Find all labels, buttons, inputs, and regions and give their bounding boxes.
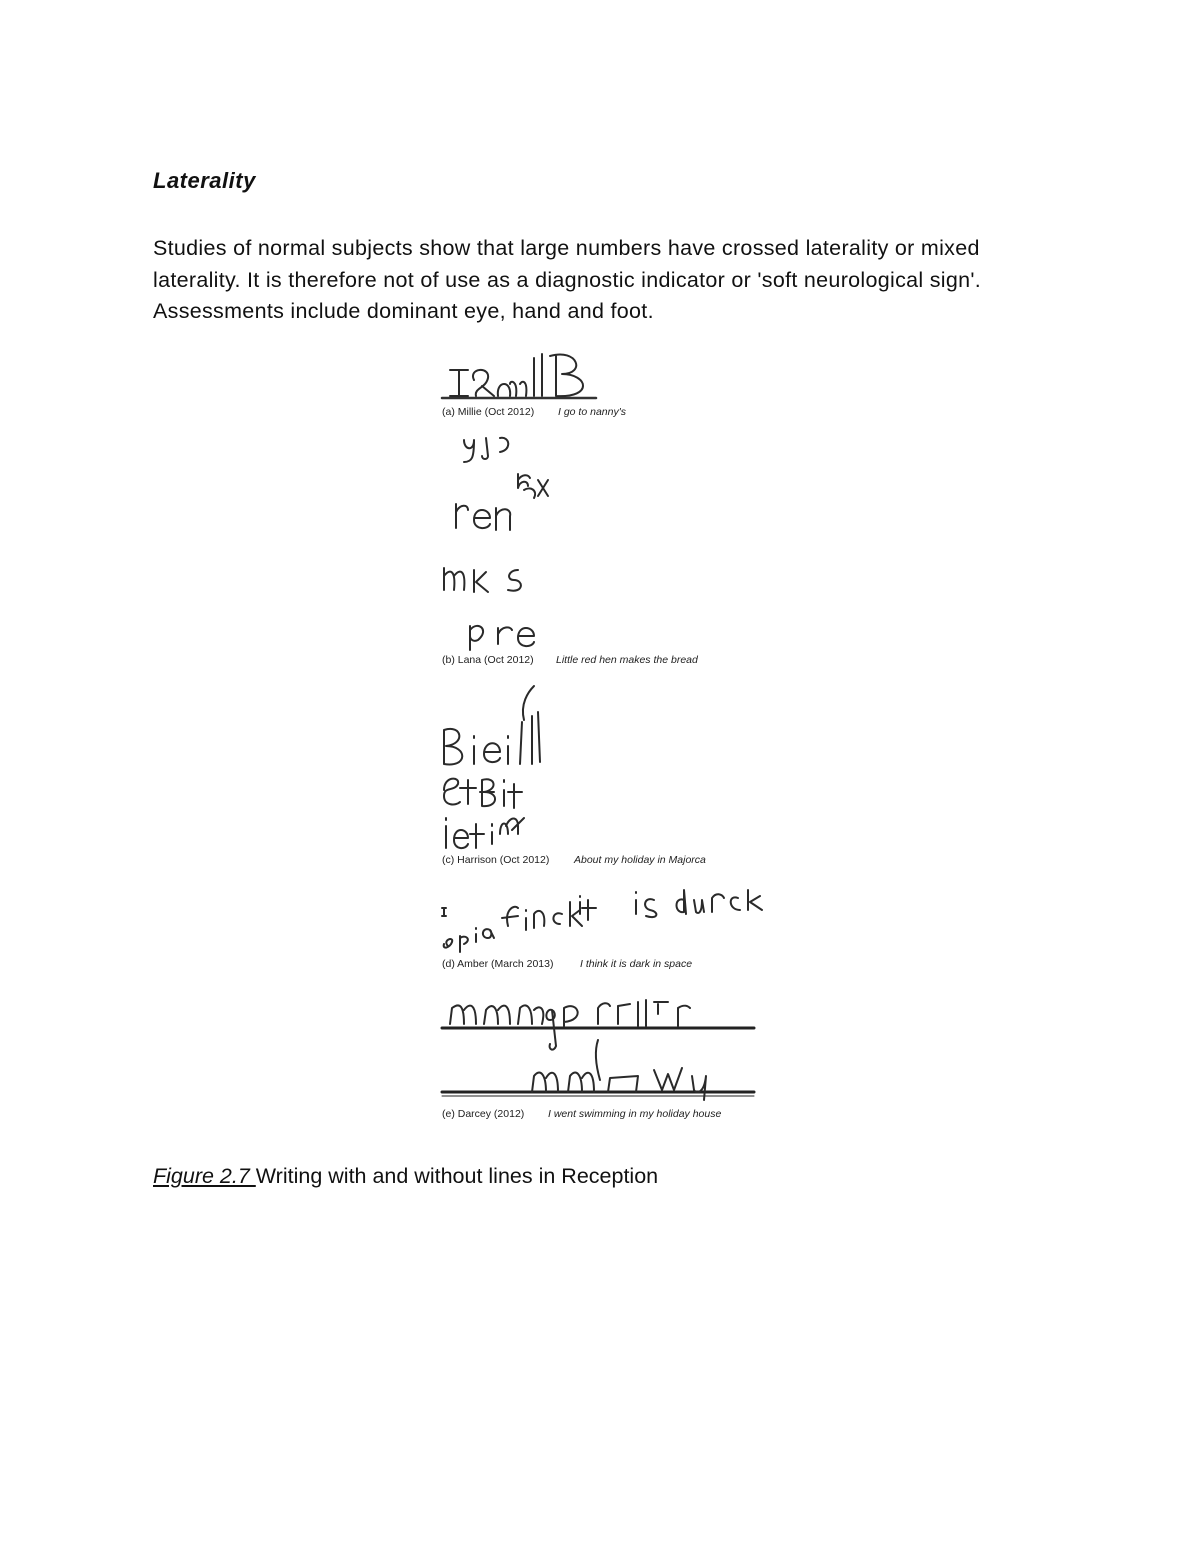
sample-b-handwriting (444, 438, 548, 650)
handwriting-samples-image (438, 340, 768, 1130)
sample-caption (442, 1108, 722, 1120)
sample-label: (d) Amber (March 2013) (442, 958, 554, 970)
sample-label: (e) Darcey (2012) (442, 1108, 525, 1120)
sample-label: (a) Millie (Oct 2012) (442, 406, 535, 418)
paragraph-line: Studies of normal subjects show that large numbers have crossed laterality or mixed (153, 236, 980, 260)
figure-caption (153, 1164, 658, 1189)
paragraph-line: Assessments include dominant eye, hand and foot. (153, 299, 654, 323)
sample-d-handwriting (442, 890, 768, 952)
paragraph-line: laterality. It is therefore not of use as a diagnostic indicator or 'soft neurological sign'. (153, 267, 982, 292)
sample-sentence: I think it is dark in space (580, 958, 693, 970)
figure-label: Figure 2.7 (153, 1164, 256, 1188)
sample-sentence: Little red hen makes the bread (556, 654, 698, 666)
sample-sentence: About my holiday in Majorca (574, 854, 706, 866)
sample-sentence: I went swimming in my holiday house (548, 1108, 722, 1120)
sample-e-handwriting (442, 1000, 754, 1100)
figure-caption-text: Writing with and without lines in Reception (255, 1164, 659, 1188)
handwriting-figure (438, 340, 768, 1130)
sample-c-handwriting (444, 686, 540, 848)
sample-caption (442, 958, 693, 970)
sample-caption (442, 406, 626, 418)
section-heading: Laterality (153, 168, 256, 193)
body-paragraph (153, 233, 1073, 328)
sample-label: (c) Harrison (Oct 2012) (442, 854, 550, 866)
sample-caption (442, 854, 706, 866)
sample-label: (b) Lana (Oct 2012) (442, 654, 534, 666)
sample-a-handwriting (442, 354, 596, 398)
sample-sentence: I go to nanny's (558, 406, 626, 418)
sample-caption (442, 654, 698, 666)
